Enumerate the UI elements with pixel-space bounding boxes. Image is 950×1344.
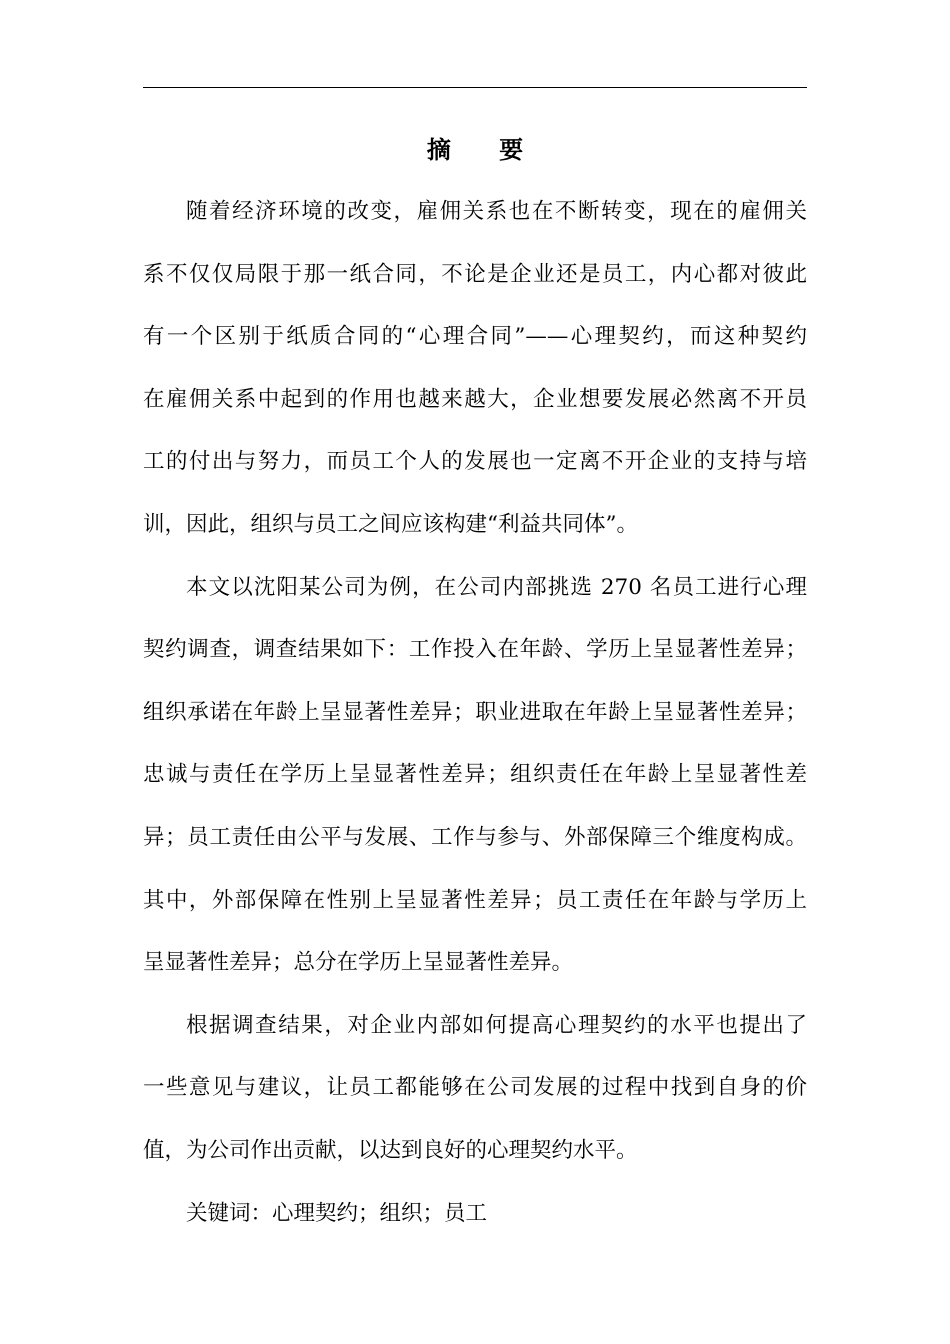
text-line: 契约调查，调查结果如下：工作投入在年龄、学历上呈显著性差异； (143, 637, 807, 663)
text-line: 异；员工责任由公平与发展、工作与参与、外部保障三个维度构成。 (143, 824, 807, 850)
text-line: 值，为公司作出贡献，以达到良好的心理契约水平。 (143, 1137, 638, 1163)
text-line: 组织承诺在年龄上呈显著性差异；职业进取在年龄上呈显著性差异； (143, 699, 807, 725)
keywords-line: 关键词：心理契约；组织；员工 (186, 1200, 488, 1226)
abstract-paragraph-2 (143, 557, 807, 995)
text-line: 根据调查结果，对企业内部如何提高心理契约的水平也提出了 (186, 1012, 807, 1038)
text-line: 在雇佣关系中起到的作用也越来越大，企业想要发展必然离不开员 (143, 386, 807, 412)
text-line: 工的付出与努力，而员工个人的发展也一定离不开企业的支持与培 (143, 449, 807, 475)
text-line: 系不仅仅局限于那一纸合同，不论是企业还是员工，内心都对彼此 (143, 261, 807, 287)
text-line: 随着经济环境的改变，雇佣关系也在不断转变，现在的雇佣关 (186, 199, 807, 224)
text-line: 呈显著性差异；总分在学历上呈显著性差异。 (143, 950, 574, 976)
abstract-paragraph-1 (143, 181, 807, 557)
abstract-paragraph-3 (143, 995, 807, 1183)
abstract-body (143, 181, 807, 1245)
text-line: 一些意见与建议，让员工都能够在公司发展的过程中找到自身的价 (143, 1075, 807, 1101)
header-rule (143, 87, 807, 88)
text-line: 忠诚与责任在学历上呈显著性差异；组织责任在年龄上呈显著性差 (143, 762, 807, 788)
text-line: 有一个区别于纸质合同的“心理合同”——心理契约，而这种契约 (143, 324, 807, 350)
abstract-title: 摘 要 (426, 135, 544, 164)
text-line: 本文以沈阳某公司为例，在公司内部挑选 270 名员工进行心理 (186, 574, 807, 600)
text-line: 其中，外部保障在性别上呈显著性差异；员工责任在年龄与学历上 (143, 887, 807, 913)
text-line: 训，因此，组织与员工之间应该构建“利益共同体”。 (143, 511, 638, 537)
